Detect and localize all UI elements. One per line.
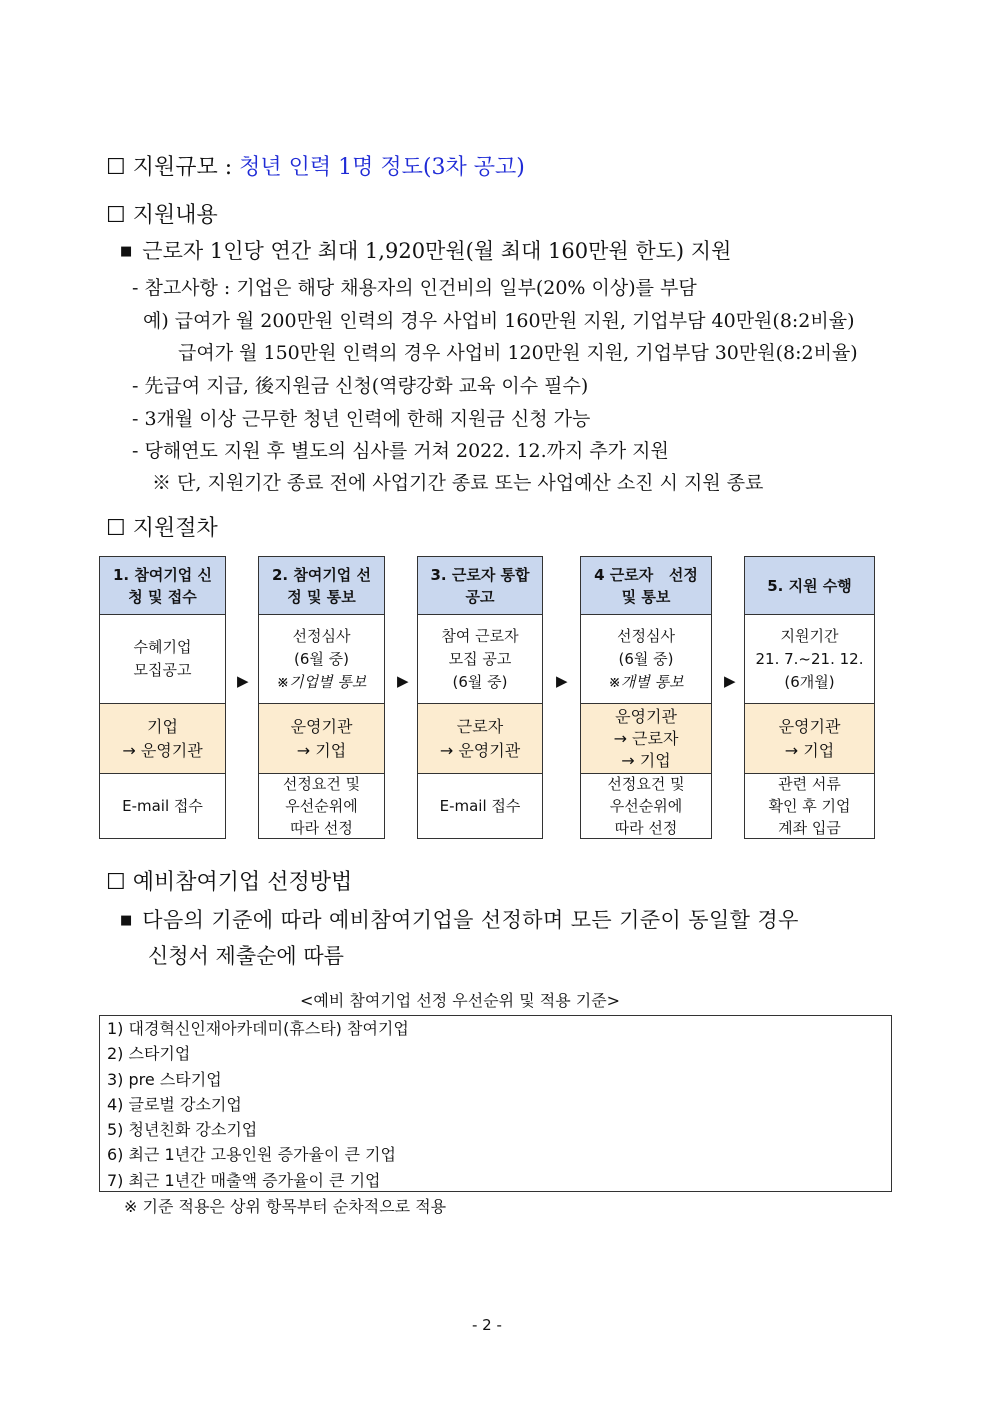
step-method: 선정요건 및 우선순위에 따라 선정 <box>282 775 361 837</box>
checkbox-marker-icon: ☐ <box>106 203 126 228</box>
step-method: 관련 서류 확인 후 기업 계좌 입금 <box>768 775 851 837</box>
criteria-item: 1) 대경혁신인재아카데미(휴스타) 참여기업 <box>107 1019 409 1038</box>
step-header: 4 근로자 선정 및 통보 <box>581 557 711 615</box>
criteria-item: 4) 글로벌 강소기업 <box>107 1094 242 1114</box>
note-reference: - 참고사항 : 기업은 해당 채용자의 인건비의 일부(20% 이상)를 부담 <box>132 277 697 299</box>
note-example-1: 예) 급여가 월 200만원 인력의 경우 사업비 160만원 지원, 기업부담 40만원(8:2비율) <box>143 310 855 332</box>
procedure-step-2 <box>258 556 385 839</box>
step-flow: 운영기관 → 근로자 → 기업 <box>581 704 711 774</box>
step-flow: 운영기관 → 기업 <box>745 704 874 774</box>
step-flow: 기업 → 운영기관 <box>100 704 225 774</box>
arrow-right-icon: ▶ <box>724 672 736 690</box>
step-description: 참여 근로자 모집 공고 (6월 중) <box>418 615 542 704</box>
section-procedure-title <box>106 511 218 542</box>
page-number: - 2 - <box>472 1316 502 1334</box>
support-scale-label: 지원규모 : <box>132 155 233 180</box>
checkbox-marker-icon: ☐ <box>106 870 126 895</box>
criteria-item: 7) 최근 1년간 매출액 증가율이 큰 기업 <box>107 1170 381 1190</box>
note-detail-2: - 3개월 이상 근무한 청년 인력에 한해 지원금 신청 가능 <box>132 408 591 430</box>
procedure-step-4 <box>580 556 712 839</box>
note-example-2: 급여가 월 150만원 인력의 경우 사업비 120만원 지원, 기업부담 30만원(8:2비율) <box>178 342 858 364</box>
section-selection-method-title <box>106 865 352 896</box>
selection-method-text: 다음의 기준에 따라 예비참여기업을 선정하며 모든 기준이 동일할 경우 <box>142 908 799 932</box>
criteria-item: 3) pre 스타기업 <box>107 1069 222 1089</box>
step-method: E-mail 접수 <box>122 797 203 815</box>
criteria-footnote: ※ 기준 적용은 상위 항목부터 순차적으로 적용 <box>124 1197 447 1216</box>
note-detail-4: ※ 단, 지원기간 종료 전에 사업기간 종료 또는 사업예산 소진 시 지원 종료 <box>152 472 764 494</box>
section-title: 지원절차 <box>132 516 218 541</box>
section-title: 지원내용 <box>132 203 218 228</box>
step-description: 수혜기업 모집공고 <box>100 615 225 704</box>
selection-method-line-2: 신청서 제출순에 따름 <box>148 944 344 968</box>
step-flow: 근로자 → 운영기관 <box>418 704 542 774</box>
note-detail-1: - 先급여 지급, 後지원금 신청(역량강화 교육 이수 필수) <box>132 375 589 397</box>
arrow-right-icon: ▶ <box>397 672 409 690</box>
procedure-step-3 <box>417 556 543 839</box>
step-method: 선정요건 및 우선순위에 따라 선정 <box>607 775 685 837</box>
step-header: 5. 지원 수행 <box>745 557 874 615</box>
support-scale-value: 청년 인력 1명 정도(3차 공고) <box>239 155 525 180</box>
step-header: 2. 참여기업 선 정 및 통보 <box>259 557 384 615</box>
arrow-right-icon: ▶ <box>237 672 249 690</box>
step-description: 지원기간 21. 7.~21. 12. (6개월) <box>745 615 874 704</box>
criteria-item: 5) 청년친화 강소기업 <box>107 1120 258 1140</box>
criteria-caption: <예비 참여기업 선정 우선순위 및 적용 기준> <box>300 991 621 1010</box>
procedure-step-5 <box>744 556 875 839</box>
step-flow: 운영기관 → 기업 <box>259 704 384 774</box>
section-support-content-title <box>106 198 218 229</box>
checkbox-marker-icon: ☐ <box>106 516 126 541</box>
step-header: 3. 근로자 통합 공고 <box>418 557 542 615</box>
criteria-box <box>99 1015 892 1192</box>
support-main-text: 근로자 1인당 연간 최대 1,920만원(월 최대 160만원 한도) 지원 <box>142 239 732 263</box>
arrow-right-icon: ▶ <box>556 672 568 690</box>
note-detail-3: - 당해연도 지원 후 별도의 심사를 거쳐 2022. 12.까지 추가 지원 <box>132 440 669 462</box>
section-title: 예비참여기업 선정방법 <box>132 870 353 895</box>
step-header: 1. 참여기업 신 청 및 접수 <box>100 557 225 615</box>
section-support-scale <box>106 150 525 181</box>
selection-method-line-1 <box>120 904 799 934</box>
square-bullet-icon: ■ <box>120 913 133 928</box>
step-description: 선정심사 (6월 중) ※개별 통보 <box>581 615 711 704</box>
step-method: E-mail 접수 <box>439 797 521 815</box>
criteria-item: 6) 최근 1년간 고용인원 증가율이 큰 기업 <box>107 1145 396 1165</box>
procedure-step-1 <box>99 556 226 839</box>
square-bullet-icon: ■ <box>120 244 133 259</box>
step-description: 선정심사 (6월 중) ※기업별 통보 <box>259 615 384 704</box>
criteria-item: 2) 스타기업 <box>107 1044 191 1064</box>
support-main-line <box>120 235 731 265</box>
checkbox-marker-icon: ☐ <box>106 155 126 180</box>
